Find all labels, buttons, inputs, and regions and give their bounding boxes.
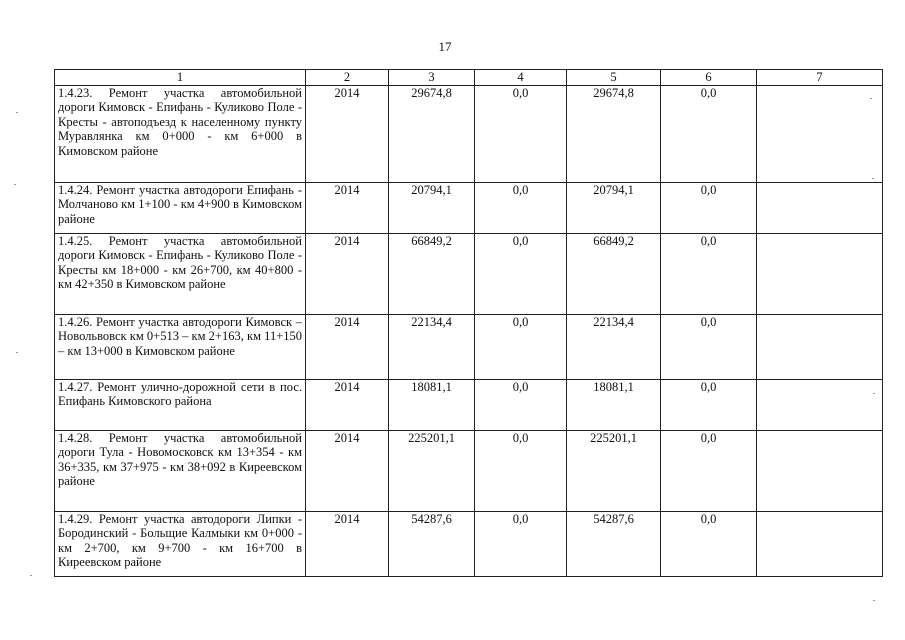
scan-speck [870,98,872,99]
amount-cell: 0,0 [661,85,757,182]
note-cell [757,182,883,233]
work-description: 1.4.28. Ремонт участка автомобильной дороги Тула - Новомосковск км 13+354 - км 36+335, км 37+975 - км 38+092 в Киреевском районе [55,430,306,511]
work-description: 1.4.27. Ремонт улично-дорожной сети в пос. Епифань Кимовского района [55,379,306,430]
year-cell: 2014 [306,182,389,233]
year-cell: 2014 [306,430,389,511]
amount-cell: 0,0 [661,511,757,576]
note-cell [757,85,883,182]
amount-cell: 0,0 [475,85,567,182]
year-cell: 2014 [306,233,389,314]
scan-speck [30,575,32,576]
year-cell: 2014 [306,314,389,379]
scan-speck [873,600,875,601]
column-header: 3 [389,70,475,86]
amount-cell: 0,0 [475,379,567,430]
amount-cell: 22134,4 [389,314,475,379]
work-description: 1.4.23. Ремонт участка автомобильной дороги Кимовск - Епифань - Куликово Поле - Кресты - автоподъезд к населенному пункту Муравлянка км 0+000 - км 6+000 в Кимовском районе [55,85,306,182]
column-header: 1 [55,70,306,86]
year-cell: 2014 [306,511,389,576]
amount-cell: 22134,4 [567,314,661,379]
amount-cell: 0,0 [661,233,757,314]
note-cell [757,379,883,430]
scan-speck [14,184,16,185]
column-header: 2 [306,70,389,86]
work-description: 1.4.29. Ремонт участка автодороги Липки - Бородинский - Больщие Калмыки км 0+000 - км 2+700, км 9+700 - км 16+700 в Киреевском районе [55,511,306,576]
amount-cell: 66849,2 [567,233,661,314]
scan-speck [16,112,18,113]
amount-cell: 0,0 [475,233,567,314]
amount-cell: 0,0 [475,511,567,576]
work-description: 1.4.25. Ремонт участка автомобильной дороги Кимовск - Епифань - Куликово Поле - Кресты км 18+000 - км 26+700, км 40+800 - км 42+350 в Кимовском районе [55,233,306,314]
amount-cell: 66849,2 [389,233,475,314]
page-number: 17 [438,39,452,54]
amount-cell: 20794,1 [389,182,475,233]
work-description: 1.4.26. Ремонт участка автодороги Кимовск – Новольвовск км 0+513 – км 2+163, км 11+150 – км 13+000 в Кимовском районе [55,314,306,379]
amount-cell: 0,0 [661,182,757,233]
column-header: 7 [757,70,883,86]
amount-cell: 29674,8 [567,85,661,182]
amount-cell: 18081,1 [567,379,661,430]
amount-cell: 0,0 [475,430,567,511]
amount-cell: 54287,6 [567,511,661,576]
budget-table [54,69,883,577]
table-row [55,233,883,314]
column-header: 5 [567,70,661,86]
amount-cell: 225201,1 [567,430,661,511]
column-header: 4 [475,70,567,86]
amount-cell: 0,0 [475,182,567,233]
note-cell [757,314,883,379]
amount-cell: 225201,1 [389,430,475,511]
table-row [55,511,883,576]
note-cell [757,511,883,576]
amount-cell: 0,0 [475,314,567,379]
year-cell: 2014 [306,85,389,182]
table-row [55,182,883,233]
scan-speck [872,178,874,179]
column-header: 6 [661,70,757,86]
work-description: 1.4.24. Ремонт участка автодороги Епифань - Молчаново км 1+100 - км 4+900 в Кимовском районе [55,182,306,233]
amount-cell: 0,0 [661,430,757,511]
table-row [55,430,883,511]
amount-cell: 0,0 [661,379,757,430]
amount-cell: 54287,6 [389,511,475,576]
amount-cell: 20794,1 [567,182,661,233]
table-row [55,379,883,430]
note-cell [757,430,883,511]
table-row [55,314,883,379]
amount-cell: 29674,8 [389,85,475,182]
table-row [55,85,883,182]
year-cell: 2014 [306,379,389,430]
amount-cell: 0,0 [661,314,757,379]
amount-cell: 18081,1 [389,379,475,430]
note-cell [757,233,883,314]
scan-speck [16,352,18,353]
scan-speck [873,393,875,394]
header-row [55,70,883,86]
